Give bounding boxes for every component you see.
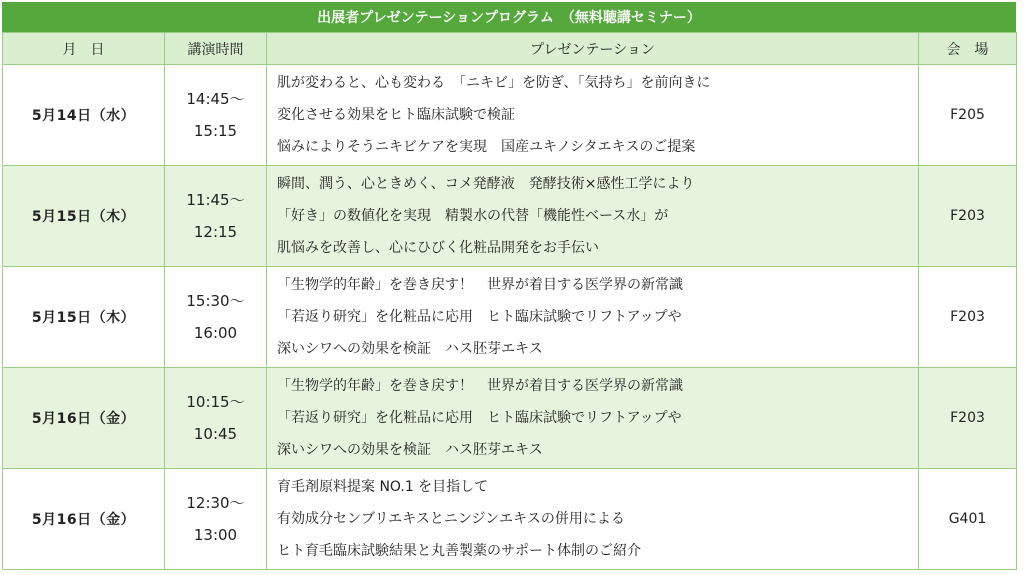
presentation-line: 変化させる効果をヒト臨床試験で検証 (277, 107, 515, 123)
presentation-line: 肌悩みを改善し、心にひびく化粧品開発をお手伝い (277, 240, 599, 256)
header-presentation: プレゼンテーション (267, 33, 919, 65)
time-cell (165, 267, 267, 368)
time-cell (165, 166, 267, 267)
table-header-row (3, 33, 1017, 65)
venue-cell: F203 (919, 267, 1017, 368)
presentation-line: 「好き」の数値化を実現 精製水の代替「機能性ベース水」が (277, 208, 669, 224)
program-title: 出展者プレゼンテーションプログラム （無料聴講セミナー） (2, 2, 1016, 32)
venue-cell: G401 (919, 469, 1017, 570)
presentation-line: 瞬間、潤う、心ときめく、コメ発酵液 発酵技術×感性工学により (277, 176, 695, 192)
date-cell: 5月16日（金） (3, 368, 165, 469)
presentation-line: 悩みによりそうニキビケアを実現 国産ユキノシタエキスのご提案 (277, 139, 696, 155)
presentation-line: ヒト育毛臨床試験結果と丸善製薬のサポート体制のご紹介 (277, 543, 641, 559)
time-cell (165, 65, 267, 166)
presentation-line: 育毛剤原料提案 NO.1 を目指して (277, 479, 489, 495)
presentation-line: 「若返り研究」を化粧品に応用 ヒト臨床試験でリフトアップや (277, 410, 682, 426)
presentation-cell (267, 65, 919, 166)
presentation-cell (267, 368, 919, 469)
presentation-cell (267, 267, 919, 368)
presentation-line: 肌が変わると、心も変わる 「ニキビ」を防ぎ、「気持ち」を前向きに (277, 75, 711, 91)
time-start: 12:30～ (186, 494, 245, 512)
date-cell: 5月16日（金） (3, 469, 165, 570)
time-start: 11:45～ (186, 191, 245, 209)
presentation-line: 深いシワへの効果を検証 ハス胚芽エキス (277, 442, 543, 458)
presentation-line: 深いシワへの効果を検証 ハス胚芽エキス (277, 341, 543, 357)
table-row (3, 65, 1017, 166)
header-time: 講演時間 (165, 33, 267, 65)
table-row (3, 166, 1017, 267)
time-start: 15:30～ (186, 292, 245, 310)
presentation-cell (267, 166, 919, 267)
table-row (3, 368, 1017, 469)
presentation-line: 「生物学的年齢」を巻き戻す！ 世界が着目する医学界の新常識 (277, 277, 683, 293)
time-start: 10:15～ (186, 393, 245, 411)
time-cell (165, 368, 267, 469)
date-cell: 5月15日（木） (3, 267, 165, 368)
time-end: 12:15 (193, 223, 238, 241)
time-end: 15:15 (193, 122, 238, 140)
date-cell: 5月14日（水） (3, 65, 165, 166)
table-row (3, 469, 1017, 570)
venue-cell: F205 (919, 65, 1017, 166)
table-row (3, 267, 1017, 368)
seminar-program (2, 2, 1016, 570)
header-venue: 会 場 (919, 33, 1017, 65)
presentation-line: 「若返り研究」を化粧品に応用 ヒト臨床試験でリフトアップや (277, 309, 682, 325)
program-table (2, 32, 1017, 570)
header-date: 月 日 (3, 33, 165, 65)
time-end: 13:00 (193, 526, 238, 544)
time-end: 16:00 (193, 324, 238, 342)
venue-cell: F203 (919, 166, 1017, 267)
venue-cell: F203 (919, 368, 1017, 469)
date-cell: 5月15日（木） (3, 166, 165, 267)
time-cell (165, 469, 267, 570)
presentation-line: 「生物学的年齢」を巻き戻す！ 世界が着目する医学界の新常識 (277, 378, 683, 394)
time-end: 10:45 (193, 425, 238, 443)
presentation-line: 有効成分センブリエキスとニンジンエキスの併用による (277, 511, 625, 527)
presentation-cell (267, 469, 919, 570)
time-start: 14:45～ (186, 90, 245, 108)
